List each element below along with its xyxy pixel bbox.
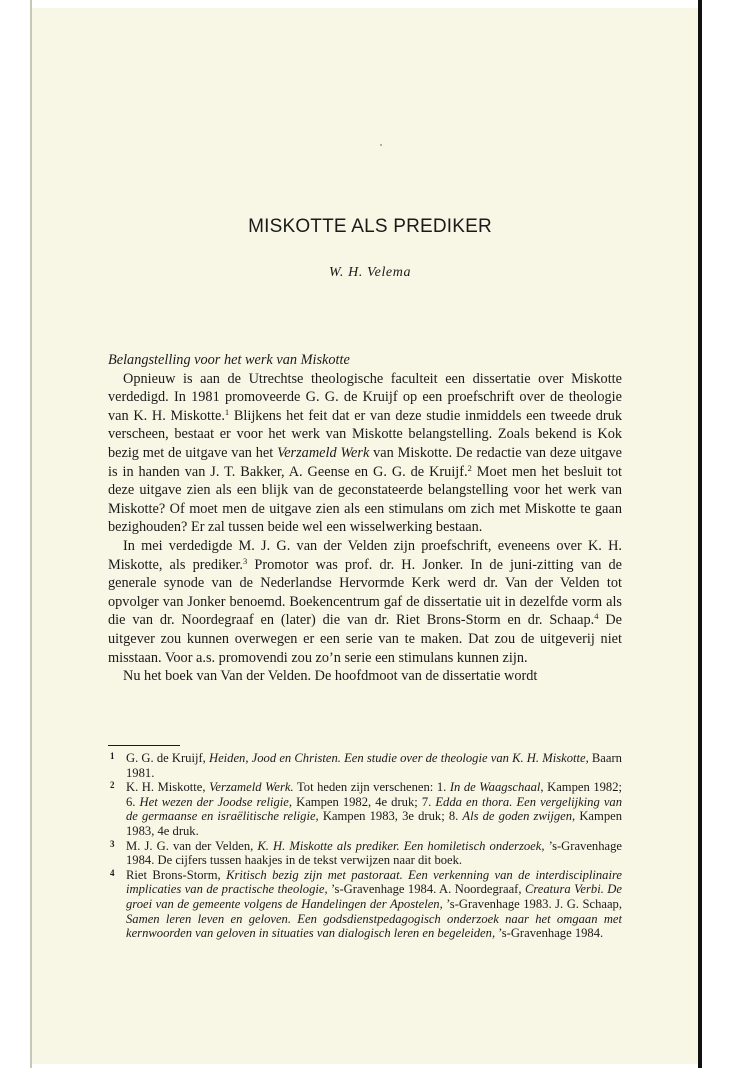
footnote-italic: Verzameld Werk. — [209, 780, 294, 795]
page-right-edge — [698, 0, 702, 1068]
footnote-separator — [108, 745, 180, 746]
footnote-text: Kampen 1982; 6. — [126, 780, 623, 809]
paragraph-1 — [108, 370, 622, 537]
footnote-text: ’s-Gravenhage 1984. A. Noordegraaf, — [327, 882, 525, 897]
paragraph-text: Promotor was prof. dr. H. Jonker. In de juni-zitting van de generale synode van de Nederlandse Hervormde Kerk werd dr. Van der Velden tot opvolger van Jonker benoemd. Boekencentrum gaf de dissertatie uit in dezelfde vorm als die van dr. Noordegraaf en (later) die van dr. Riet Brons-Storm en dr. Schaap. — [108, 556, 622, 629]
footnote-text: Kampen 1983, 3e druk; 8. — [318, 809, 463, 824]
footnotes — [108, 751, 622, 941]
footnote-1 — [108, 751, 622, 780]
footnote-italic: Kritisch bezig zijn met pastoraat. Een verkenning van de interdisciplinaire implicaties van de practische theologie, — [126, 867, 622, 897]
footnote-ref: 2 — [467, 462, 472, 473]
paragraph-text: Opnieuw is aan de Utrechtse theologische faculteit een dissertatie over Miskotte verdedigd. In 1981 promoveerde G. G. de Kruijf op een proefschrift over de theologie van K. H. Miskotte. — [108, 370, 622, 424]
footnote-text: ’s-Gravenhage 1984. — [495, 926, 604, 941]
footnote-text: ’s-Gravenhage 1984. De cijfers tussen haakjes in de tekst verwijzen naar dit boek. — [126, 838, 622, 868]
footnote-4 — [108, 868, 622, 941]
paragraph-3: Nu het boek van Van der Velden. De hoofdmoot van de dissertatie wordt — [123, 668, 538, 685]
footnote-text: ’s-Gravenhage 1983. J. G. Schaap, — [442, 896, 622, 911]
footnote-number: 3 — [110, 838, 115, 849]
footnote-text: M. J. G. van der Velden, — [126, 838, 258, 853]
footnote-3 — [108, 839, 622, 868]
footnote-italic: Creatura Verbi. De groei van de gemeente volgens de Handelingen der Apostelen, — [126, 882, 622, 911]
paragraph-text: Blijkens het feit dat er van deze studie inmiddels een tweede druk verscheen, bestaat er voor het werk van Miskotte belangstelling. Zoals bekend is Kok bezig met de uitgave van het — [108, 407, 622, 461]
scan-speck — [380, 144, 382, 146]
footnote-number: 2 — [110, 780, 115, 791]
footnote-number: 1 — [110, 751, 115, 761]
paragraph-italic: Verzameld Werk — [277, 444, 370, 461]
paragraph-text: De uitgever zou kunnen overwegen er een serie van te maken. Dat zou de uitgeverij niet misstaan. Voor a.s. promovendi zou zo’n serie een stimulans kunnen zijn. — [108, 612, 623, 666]
paragraph-text: In mei verdedigde M. J. G. van der Velden zijn proefschrift, eveneens over K. H. Miskotte, als prediker. — [108, 537, 622, 573]
article-title: MISKOTTE ALS PREDIKER — [248, 215, 492, 237]
footnote-text: Baarn 1981. — [126, 751, 622, 780]
paragraph-2 — [108, 537, 622, 667]
footnote-number: 4 — [110, 867, 115, 878]
footnote-italic: Als de goden zwijgen, — [462, 809, 576, 824]
paragraph-text: van Miskotte. De redactie van deze uitgave is in handen van J. T. Bakker, A. Geense en G. G. de Kruijf. — [108, 444, 622, 480]
footnote-text: G. G. de Kruijf, — [126, 751, 209, 765]
footnote-italic: Edda en thora. Een vergelijking van de germaanse en israëlitische religie, — [126, 794, 623, 824]
footnote-text: K. H. Miskotte, — [126, 780, 210, 795]
footnote-ref: 3 — [243, 555, 248, 566]
footnote-ref: 1 — [224, 406, 230, 417]
article-body — [108, 351, 622, 686]
article-author: W. H. Velema — [328, 265, 412, 280]
footnote-italic: Het wezen der Joodse religie, — [139, 794, 293, 809]
page-left-edge — [30, 0, 32, 1068]
footnote-text: Riet Brons-Storm, — [126, 867, 227, 882]
footnote-text: Kampen 1983, 4e druk. — [126, 809, 622, 838]
footnote-text: Kampen 1982, 4e druk; 7. — [292, 794, 436, 809]
footnote-italic: K. H. Miskotte als prediker. Een homiletisch onderzoek, — [257, 838, 545, 853]
footnote-italic: In de Waagschaal, — [449, 780, 544, 795]
footnote-italic: Samen leren leven en geloven. Een godsdienstpedagogisch onderzoek naar het omgaan met kernwoorden van geloven in situaties van dialogisch leren en begeleiden, — [126, 911, 622, 941]
section-heading: Belangstelling voor het werk van Miskotte — [108, 352, 350, 368]
footnote-ref: 4 — [594, 611, 599, 622]
footnote-italic: Heiden, Jood en Christen. Een studie over de theologie van K. H. Miskotte, — [208, 751, 589, 765]
footnote-text: Tot heden zijn verschenen: 1. — [293, 780, 450, 795]
paragraph-text: Moet men het besluit tot deze uitgave zien als een blijk van de geconstateerde belangstelling voor het werk van Miskotte? Of moet men de uitgave zien als een stimulans om zich met Miskotte te gaan bezighouden? Er zal tussen beide wel een wisselwerking bestaan. — [108, 463, 622, 536]
footnote-2 — [108, 780, 622, 838]
